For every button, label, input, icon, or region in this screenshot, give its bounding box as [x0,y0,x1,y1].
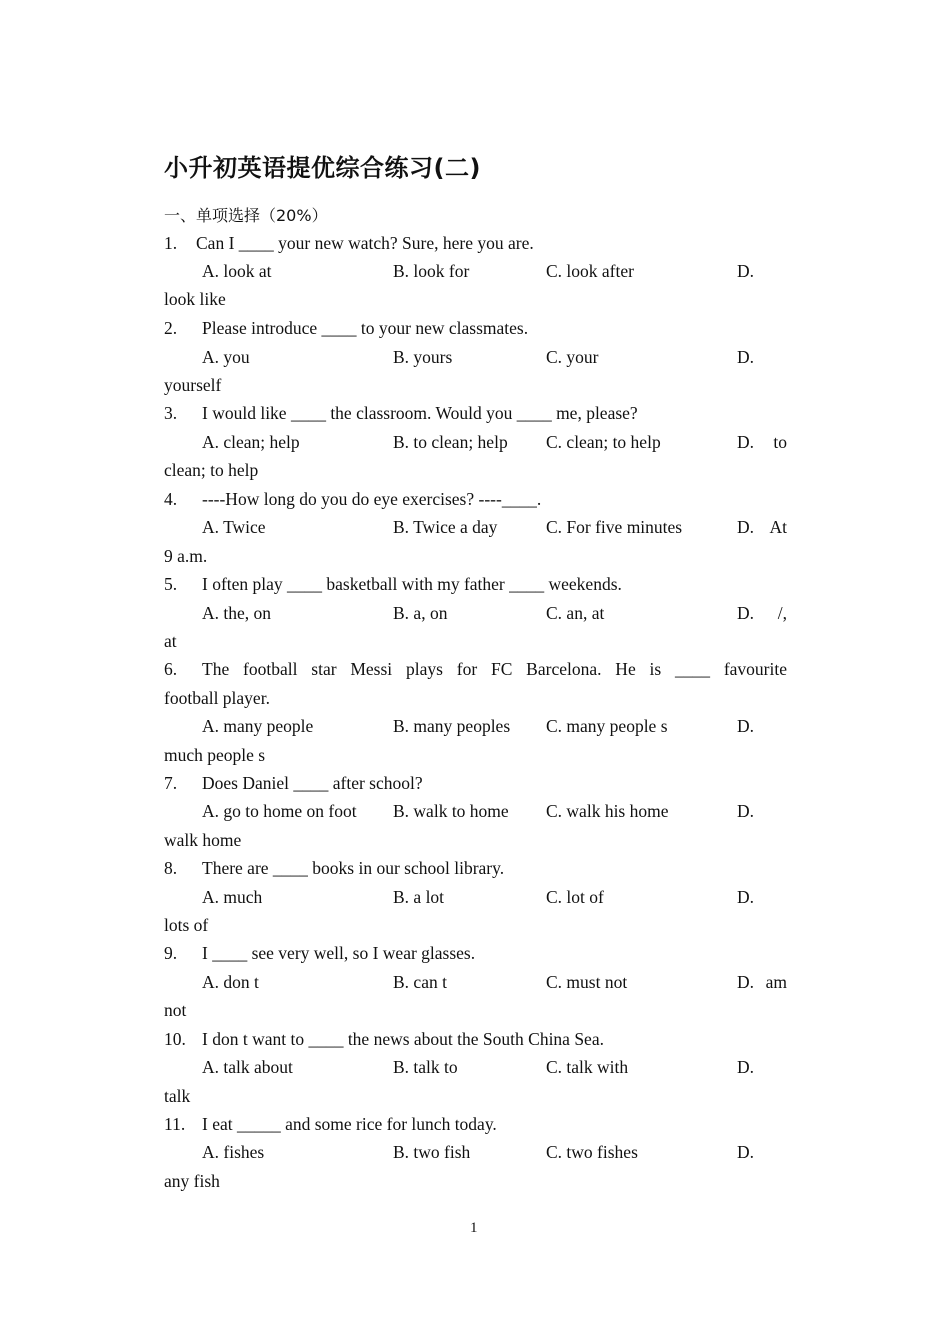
question-number: 1. [164,233,178,253]
option-c: C. many people s [546,716,668,736]
option-d-continued: much people s [164,745,266,765]
option-a: A. look at [202,261,272,281]
question-text: I eat _____ and some rice for lunch today. [202,1114,497,1134]
question-text: I ____ see very well, so I wear glasses. [202,943,476,963]
option-b: B. a lot [393,887,445,907]
section-heading: 一、单项选择（20%） [164,206,328,225]
option-c: C. an, at [546,603,605,623]
option-d-continued: walk home [164,830,242,850]
question-number: 10. [164,1029,186,1049]
option-b: B. can t [393,972,447,992]
option-b: B. Twice a day [393,517,498,537]
option-b: B. a, on [393,603,448,623]
question-text: ----How long do you do eye exercises? ----____. [202,489,542,509]
option-d: D. [737,716,755,736]
question-number: 8. [164,858,178,878]
question-text: The football star Messi plays for FC Barcelona. He is ____ favourite [202,659,787,679]
option-a: A. much [202,887,263,907]
option-a: A. the, on [202,603,272,623]
option-c: C. clean; to help [546,432,661,452]
option-d: D. /, [737,603,787,623]
option-b: B. two fish [393,1142,471,1162]
question-text: I often play ____ basketball with my father ____ weekends. [202,574,622,594]
option-a: A. go to home on foot [202,801,357,821]
question-number: 7. [164,773,178,793]
option-d-continued: not [164,1000,187,1020]
option-a: A. clean; help [202,432,300,452]
option-c: C. two fishes [546,1142,638,1162]
option-b: B. talk to [393,1057,458,1077]
question-number: 3. [164,403,178,423]
question-text: I would like ____ the classroom. Would you ____ me, please? [202,403,638,423]
option-c: C. look after [546,261,634,281]
option-d-continued: yourself [164,375,222,395]
option-d: D. am [737,972,787,992]
question-number: 11. [164,1114,186,1134]
question-number: 6. [164,659,178,679]
option-a: A. many people [202,716,314,736]
question-text: Can I ____ your new watch? Sure, here you are. [196,233,534,253]
option-d: D. [737,887,755,907]
option-c: C. For five minutes [546,517,683,537]
option-d: D. At [737,517,787,537]
question-text: Please introduce ____ to your new classmates. [202,318,529,338]
option-a: A. Twice [202,517,266,537]
question-text: I don t want to ____ the news about the South China Sea. [202,1029,604,1049]
option-d-continued: clean; to help [164,460,259,480]
option-a: A. don t [202,972,259,992]
page-title: 小升初英语提优综合练习(二) [164,154,481,182]
option-a: A. fishes [202,1142,265,1162]
option-b: B. yours [393,347,453,367]
question-text-continued: football player. [164,688,270,708]
option-d-continued: talk [164,1086,191,1106]
option-c: C. your [546,347,599,367]
question-number: 9. [164,943,178,963]
question-number: 4. [164,489,178,509]
option-d: D. [737,347,755,367]
page-number: 1 [470,1220,478,1236]
option-b: B. look for [393,261,470,281]
option-c: C. must not [546,972,628,992]
option-d-continued: look like [164,289,226,309]
option-b: B. many peoples [393,716,511,736]
question-number: 2. [164,318,178,338]
option-d-continued: at [164,631,177,651]
option-a: A. you [202,347,250,367]
option-d: D. [737,801,755,821]
option-d-continued: any fish [164,1171,220,1191]
question-number: 5. [164,574,178,594]
option-d: D. [737,1142,755,1162]
option-d-continued: lots of [164,915,209,935]
option-a: A. talk about [202,1057,293,1077]
question-text: Does Daniel ____ after school? [202,773,423,793]
option-d: D. [737,1057,755,1077]
option-c: C. lot of [546,887,604,907]
option-b: B. walk to home [393,801,509,821]
option-d: D. [737,261,755,281]
option-d-continued: 9 a.m. [164,546,208,566]
question-text: There are ____ books in our school library. [202,858,505,878]
option-c: C. walk his home [546,801,669,821]
option-d: D. to [737,432,787,452]
option-c: C. talk with [546,1057,629,1077]
option-b: B. to clean; help [393,432,508,452]
